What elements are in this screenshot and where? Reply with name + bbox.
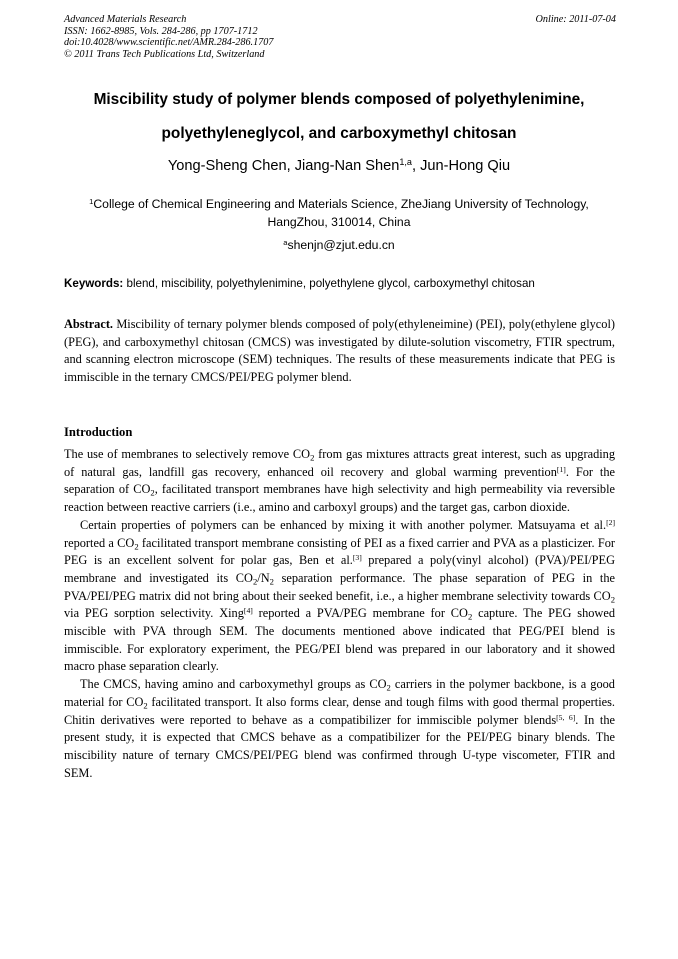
text-run: reported a CO [64,535,135,550]
abstract [64,316,615,387]
journal-name: Advanced Materials Research [64,14,187,25]
keywords-text: blend, miscibility, polyethylenimine, polyethylene glycol, carboxymethyl chitosan [123,277,535,290]
author-list [40,157,638,175]
text-run: capture. The PEG showed miscible with PVA through SEM. The documents mentioned above indicated that PEG/PEI blend is immiscible. For exploratory experiment, the PEG/PEI blend was prepared in our laboratory and it showed macro phase separation clearly. [64,606,615,674]
citation-ref[interactable]: [3] [352,553,362,563]
author-1: Yong-Sheng Chen, [167,158,295,174]
affiliation-line-1: College of Chemical Engineering and Materials Science, ZheJiang University of Technology, [93,197,589,211]
author-3: , Jun-Hong Qiu [411,158,511,174]
intro-paragraph-3 [64,676,615,782]
subscript: 2 [610,594,615,605]
subscript: 2 [134,541,139,552]
text-run: . For the separation of CO [64,464,615,497]
subscript: 2 [386,682,391,693]
text-run: , facilitated transport membranes have high selectivity and high permeability via reversible reaction between reactive carriers (i.e., amino and carboxyl groups) and the target gas, carbon dioxide. [64,482,616,515]
text-run: reported a PVA/PEG membrane for CO [252,606,468,621]
journal-header [64,14,616,60]
text-run: via PEG sorption selectivity. Xing [64,606,244,621]
author-2: Jiang-Nan Shen [294,158,400,174]
text-run: The CMCS, having amino and carboxymethyl groups as CO [80,677,387,692]
copyright-line: © 2011 Trans Tech Publications Ltd, Switzerland [64,48,265,60]
doi-line[interactable]: doi:10.4028/www.scientific.net/AMR.284-286.1707 [64,37,274,49]
text-run: The use of membranes to selectively remove CO [64,447,311,461]
subscript: 2 [252,576,258,587]
citation-ref[interactable]: [1] [556,464,566,474]
text-run: from gas mixtures attracts great interest, such as upgrading of natural gas, landfill gas recovery, enhanced oil recovery and global warming prevention [64,447,616,479]
keywords [64,276,616,292]
subscript: 2 [467,611,473,622]
text-run: Certain properties of polymers can be enhanced by mixing it with another polymer. Matsuyama et al. [80,517,607,532]
email-mark: a [283,237,288,247]
affiliation-line-2: HangZhou, 310014, China [267,215,411,229]
text-run: . In the present study, it is expected that CMCS behave as a compatibilizer for the PEI/PEG binary blends. The miscibility nature of ternary CMCS/PEI/PEG blend was confirmed through U-type viscometer, FTIR and SEM. [64,712,615,780]
text-run: separation performance. The phase separation of PEG in the PVA/PEI/PEG matrix did not bring about their seeked benefit, i.e., a higher membrane selectivity towards CO [64,570,616,603]
online-date: Online: 2011-07-04 [535,14,616,25]
paper-title-line-2: polyethyleneglycol, and carboxymethyl chitosan [161,125,517,142]
abstract-label: Abstract. [64,317,114,331]
text-run: prepared a poly(vinyl alcohol) (PVA)/PEI/PEG membrane and investigated its CO [64,553,615,585]
keywords-label: Keywords: [64,277,124,290]
introduction-heading: Introduction [64,425,133,439]
subscript: 2 [143,700,148,711]
affiliation [60,195,618,231]
affiliation-mark: 1 [89,196,94,206]
abstract-text: Miscibility of ternary polymer blends composed of poly(ethyleneimine) (PEI), poly(ethylene glycol) (PEG), and carboxymethyl chitosan (CMCS) was investigated by dilute-solution viscometry, FTIR spectrum, and scanning electron microscope (SEM) techniques. The results of these measurements indicate that PEG is immiscible in the ternary CMCS/PEI/PEG polymer blend. [64,317,615,385]
subscript: 2 [310,452,315,463]
introduction-body [64,446,615,782]
text-run: facilitated transport. It also forms clear, dense and tough films with good thermal properties. Chitin derivatives were reported to behave as a compatibilizer for immiscible polymer blends [64,694,615,727]
intro-paragraph-2 [64,517,615,676]
author-2-affiliation-mark: 1,a [399,157,412,168]
text-run: facilitated transport membrane consisting of PEI as a fixed carrier and PVA as a plasticizer. For PEG is an excellent solvent for polar gas, Ben et al. [64,535,615,568]
citation-ref[interactable]: [4] [243,606,253,616]
intro-paragraph-1 [64,446,615,517]
paper-title-line-1: Miscibility study of polymer blends composed of polyethylenimine, [93,91,585,108]
text-run: carriers in the polymer backbone, is a good material for CO [64,677,615,709]
email-address[interactable]: shenjn@zjut.edu.cn [287,238,395,252]
corresponding-email [40,237,638,253]
citation-ref[interactable]: [2] [606,517,615,527]
subscript: 2 [150,487,155,498]
citation-ref[interactable]: [5, 6] [556,712,576,722]
issn-line: ISSN: 1662-8985, Vols. 284-286, pp 1707-1712 [64,25,258,37]
subscript: 2 [269,576,274,587]
text-run: /N [257,570,270,585]
